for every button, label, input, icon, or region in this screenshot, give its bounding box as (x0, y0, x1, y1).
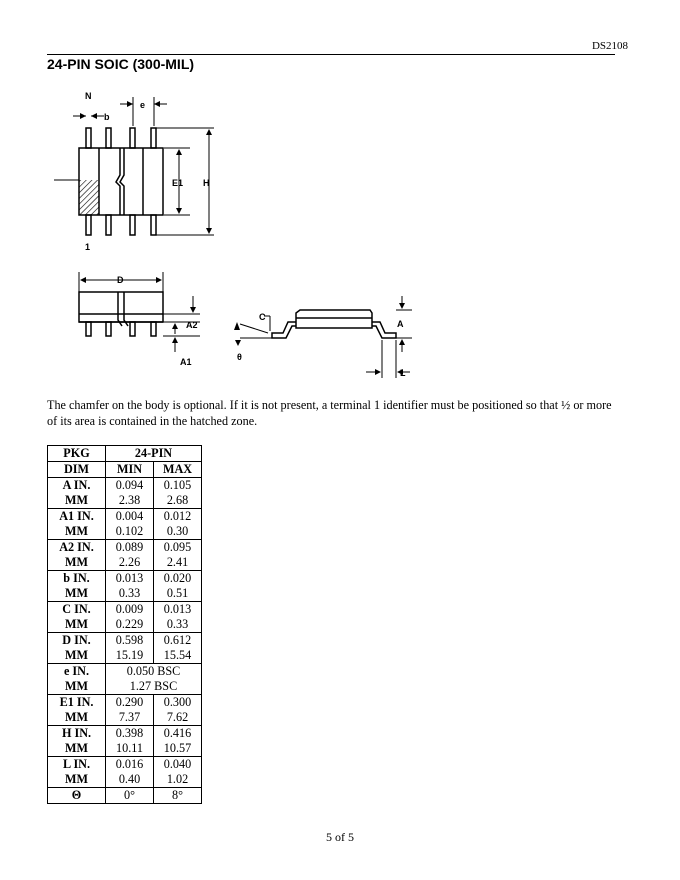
pin-bottom (130, 215, 135, 235)
label-D: D (117, 275, 124, 285)
dimensions-table (47, 445, 202, 804)
label-E1: E1 (172, 178, 184, 188)
end-view-body (296, 310, 372, 328)
page-title: 24-PIN SOIC (300-MIL) (47, 56, 195, 72)
label-b: b (104, 112, 110, 122)
label-L: L (400, 368, 406, 378)
min-header: MIN (106, 462, 154, 478)
label-A: A (397, 319, 404, 329)
table-row: b IN. MM 0.013 0.33 0.020 0.51 (48, 571, 202, 602)
table-row: D IN. MM 0.598 15.19 0.612 15.54 (48, 633, 202, 664)
label-H: H (203, 178, 210, 188)
label-theta: θ (237, 352, 242, 362)
table-row: E1 IN. MM 0.290 7.37 0.300 7.62 (48, 695, 202, 726)
package-diagram (0, 0, 680, 390)
table-row: A2 IN. MM 0.089 2.26 0.095 2.41 (48, 540, 202, 571)
label-A2: A2 (186, 320, 198, 330)
label-pin1: 1 (85, 242, 91, 252)
pkg-header: PKG (48, 446, 106, 462)
pin-bottom (86, 215, 91, 235)
pin-top (106, 128, 111, 148)
max-header: MAX (154, 462, 202, 478)
table-row-e: e IN. MM 0.050 BSC 1.27 BSC (48, 664, 202, 695)
pin-bottom (151, 215, 156, 235)
pin-top (86, 128, 91, 148)
label-C: C (259, 312, 266, 322)
pin-top (130, 128, 135, 148)
pins-header: 24-PIN (106, 446, 202, 462)
document-id: DS2108 (591, 40, 628, 52)
table-row: A IN. MM 0.094 2.38 0.105 2.68 (48, 478, 202, 509)
page-number: 5 of 5 (326, 830, 354, 844)
dim-header: DIM (48, 462, 106, 478)
side-view-body (79, 292, 163, 322)
table-row-theta: Θ 0° 8° (48, 788, 202, 804)
table-row: A1 IN. MM 0.004 0.102 0.012 0.30 (48, 509, 202, 540)
table-row: C IN. MM 0.009 0.229 0.013 0.33 (48, 602, 202, 633)
hatched-zone (79, 180, 99, 215)
table-row: L IN. MM 0.016 0.40 0.040 1.02 (48, 757, 202, 788)
label-A1: A1 (180, 357, 192, 367)
chamfer-note: The chamfer on the body is optional. If it is not present, a terminal 1 identifier must be positioned so that ½ or more of its area is contained in the hatched zone. (47, 398, 612, 428)
pin-top (151, 128, 156, 148)
label-e: e (140, 100, 146, 110)
label-N: N (85, 91, 92, 101)
table-row: H IN. MM 0.398 10.11 0.416 10.57 (48, 726, 202, 757)
pin-bottom (106, 215, 111, 235)
